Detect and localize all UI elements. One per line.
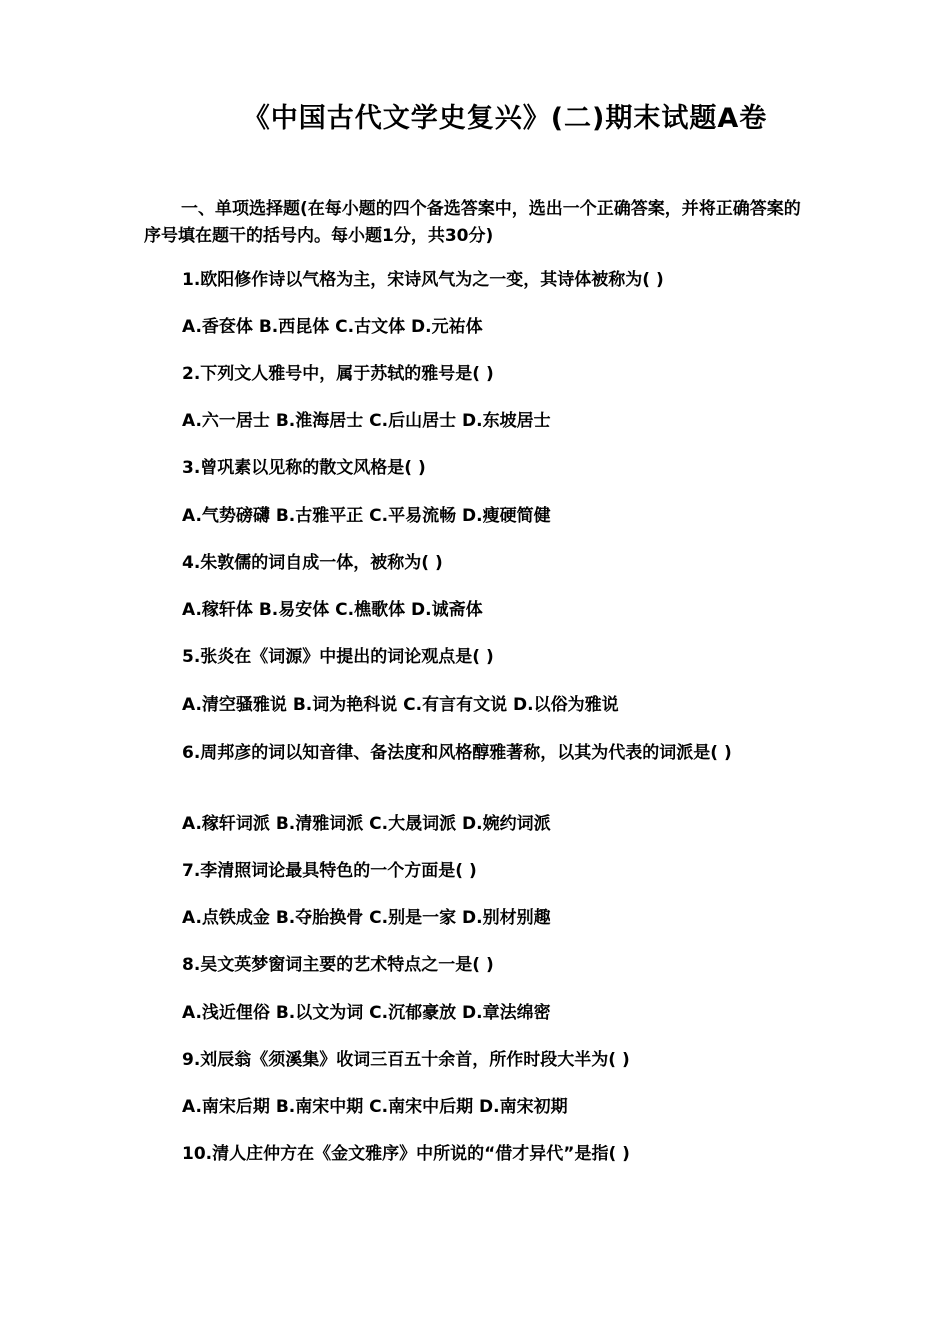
question-9-options: A.南宋后期 B.南宋中期 C.南宋中后期 D.南宋初期	[182, 1097, 568, 1117]
question-5-stem: 5.张炎在《词源》中提出的词论观点是( )	[182, 647, 494, 667]
question-9-stem: 9.刘辰翁《须溪集》收词三百五十余首，所作时段大半为( )	[182, 1050, 630, 1070]
question-6-stem: 6.周邦彦的词以知音律、备法度和风格醇雅著称，以其为代表的词派是( )	[182, 743, 732, 763]
question-5-options: A.清空骚雅说 B.词为艳科说 C.有言有文说 D.以俗为雅说	[182, 695, 619, 715]
question-3-stem: 3.曾巩素以见称的散文风格是( )	[182, 458, 426, 478]
question-8-stem: 8.吴文英梦窗词主要的艺术特点之一是( )	[182, 955, 494, 975]
question-4-stem: 4.朱敦儒的词自成一体，被称为( )	[182, 553, 443, 573]
question-7-options: A.点铁成金 B.夺胎换骨 C.别是一家 D.别材别趣	[182, 908, 551, 928]
question-1-options: A.香奁体 B.西昆体 C.古文体 D.元祐体	[182, 317, 483, 337]
question-1-stem: 1.欧阳修作诗以气格为主，宋诗风气为之一变，其诗体被称为( )	[182, 270, 664, 290]
question-4-options: A.稼轩体 B.易安体 C.樵歌体 D.诚斋体	[182, 600, 483, 620]
question-6-options: A.稼轩词派 B.清雅词派 C.大晟词派 D.婉约词派	[182, 814, 551, 834]
question-3-options: A.气势磅礴 B.古雅平正 C.平易流畅 D.瘦硬简健	[182, 506, 551, 526]
section-heading: 一、单项选择题(在每小题的四个备选答案中，选出一个正确答案，并将正确答案的序号填在题干的括号内。每小题1分，共30分)	[144, 199, 801, 246]
question-7-stem: 7.李清照词论最具特色的一个方面是( )	[182, 861, 477, 881]
question-10-stem: 10.清人庄仲方在《金文雅序》中所说的“借才异代”是指( )	[182, 1144, 630, 1164]
question-2-options: A.六一居士 B.淮海居士 C.后山居士 D.东坡居士	[182, 411, 551, 431]
question-2-stem: 2.下列文人雅号中，属于苏轼的雅号是( )	[182, 364, 494, 384]
question-8-options: A.浅近俚俗 B.以文为词 C.沉郁豪放 D.章法绵密	[182, 1003, 551, 1023]
exam-title: 《中国古代文学史复兴》(二)期末试题A卷	[242, 103, 768, 134]
